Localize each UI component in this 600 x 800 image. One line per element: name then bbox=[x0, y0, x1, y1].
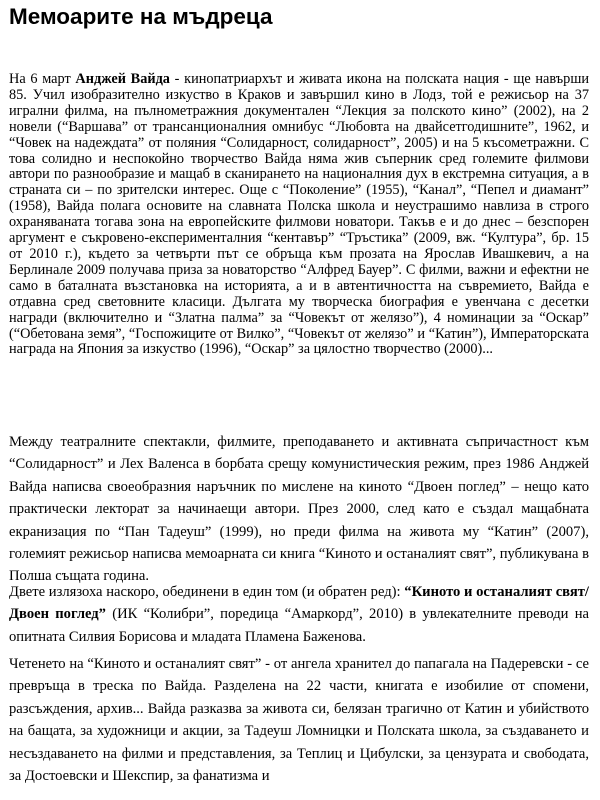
paragraph-edition bbox=[9, 581, 589, 648]
paragraph-intro-body: - кинопатриархът и живата икона на полската нация - ще навърши 85. Учил изобразително изкуство в Краков и завършил кино в Лодз, той е режисьор на 37 игрални филма, на пълнометражния документален “Лекция за полското кино” (2002), на 2 новели (“Варшава” от трансанционалния омнибус “Любовта на двайсетгодишните”, 1962, и “Човек на надеждата” от поляния “Солидарност, солидарност”, 2005) и на 5 късометражни. С това солидно и неспокойно творчество Вайда няма жив съперник сред големите филмови автори по разнообразие и мащаб в сканирането на националния дух в екстремна ситуация, а в страната си – по зрителски интерес. Още с “Поколение” (1955), “Канал”, “Пепел и диамант” (1958), Вайда полага основите на славната Полска школа и неустрашимо навлиза в строго охраняваната тогава зона на европейските филмови новатори. Такъв е и до днес – безспорен аргумент е съкровено-експерименталния “кентавър” “Тръстика” (2009, вж. “Култура”, бр. 15 от 2010 г.), където за четвърти път се обръща към прозата на Ярослав Ивашкевич, а на Берлинале 2009 получава приза за новаторство “Алфред Бауер”. С филми, важни и ефектни не само в баталната възстановка на историята, а и в автентичността на съвремието, Вайда е отдавна сред световните класици. Дългата му творческа биография е увенчана с десетки награди (включително и “Златна палма” за “Човекът от желязо”), 4 номинации за “Оскар” (“Обетована земя”, “Госпожиците от Вилко”, “Човекът от желязо” и “Катин”), Императорската награда на Япония за изкуство (1996), “Оскар” за цялостно творчество (2000)... bbox=[9, 71, 589, 358]
paragraph-books: Между театралните спектакли, филмите, преподаването и активната съпричастност към “Солидарност” и Лех Валенса в борбата срещу комунистическия режим, през 1986 Анджей Вайда написва своеобразния наръчник по мислене на киното “Двоен поглед” – нещо като практически лекторат за начинаещи автори. През 2000, след като е създал мащабната екранизация по “Пан Тадеуш” (1999), но преди филма на живота му “Катин” (2007), големият режисьор написва мемоарната си книга “Киното и останалият свят”, публикувана в Полша същата година. bbox=[9, 434, 589, 585]
paragraph-edition-body: (ИК “Колибри”, поредица “Амаркорд”, 2010) в увлекателните преводи на опитната Силвия Борисова и младата Пламена Баженова. bbox=[9, 606, 589, 645]
paragraph-edition-lead: Двете излязоха наскоро, обединени в един том (и обратен ред): bbox=[9, 584, 405, 600]
article-title: Мемоарите на мъдреца bbox=[9, 4, 273, 29]
paragraph-intro bbox=[9, 72, 589, 358]
book-title: “Киното и останалият свят/Двоен поглед” bbox=[9, 584, 589, 623]
paragraph-intro-lead: На 6 март bbox=[9, 71, 76, 87]
paragraph-reading: Четенето на “Киното и останалият свят” - от ангела хранител до папагала на Падеревски - се превръща в треска по Вайда. Разделена на 22 части, книгата е изобилие от спомени, разсъждения, архив... Вайда разказва за живота си, белязан трагично от Катин и убийството на бащата, за художници и акции, за Тадеуш Ломницки и Полската школа, за създаването и несъздаването на филми и представления, за Теплиц и Цибулски, за цензурата и свободата, за Достоевски и Шекспир, за фанатизма и bbox=[9, 656, 589, 785]
director-name: Анджей Вайда bbox=[75, 71, 170, 87]
